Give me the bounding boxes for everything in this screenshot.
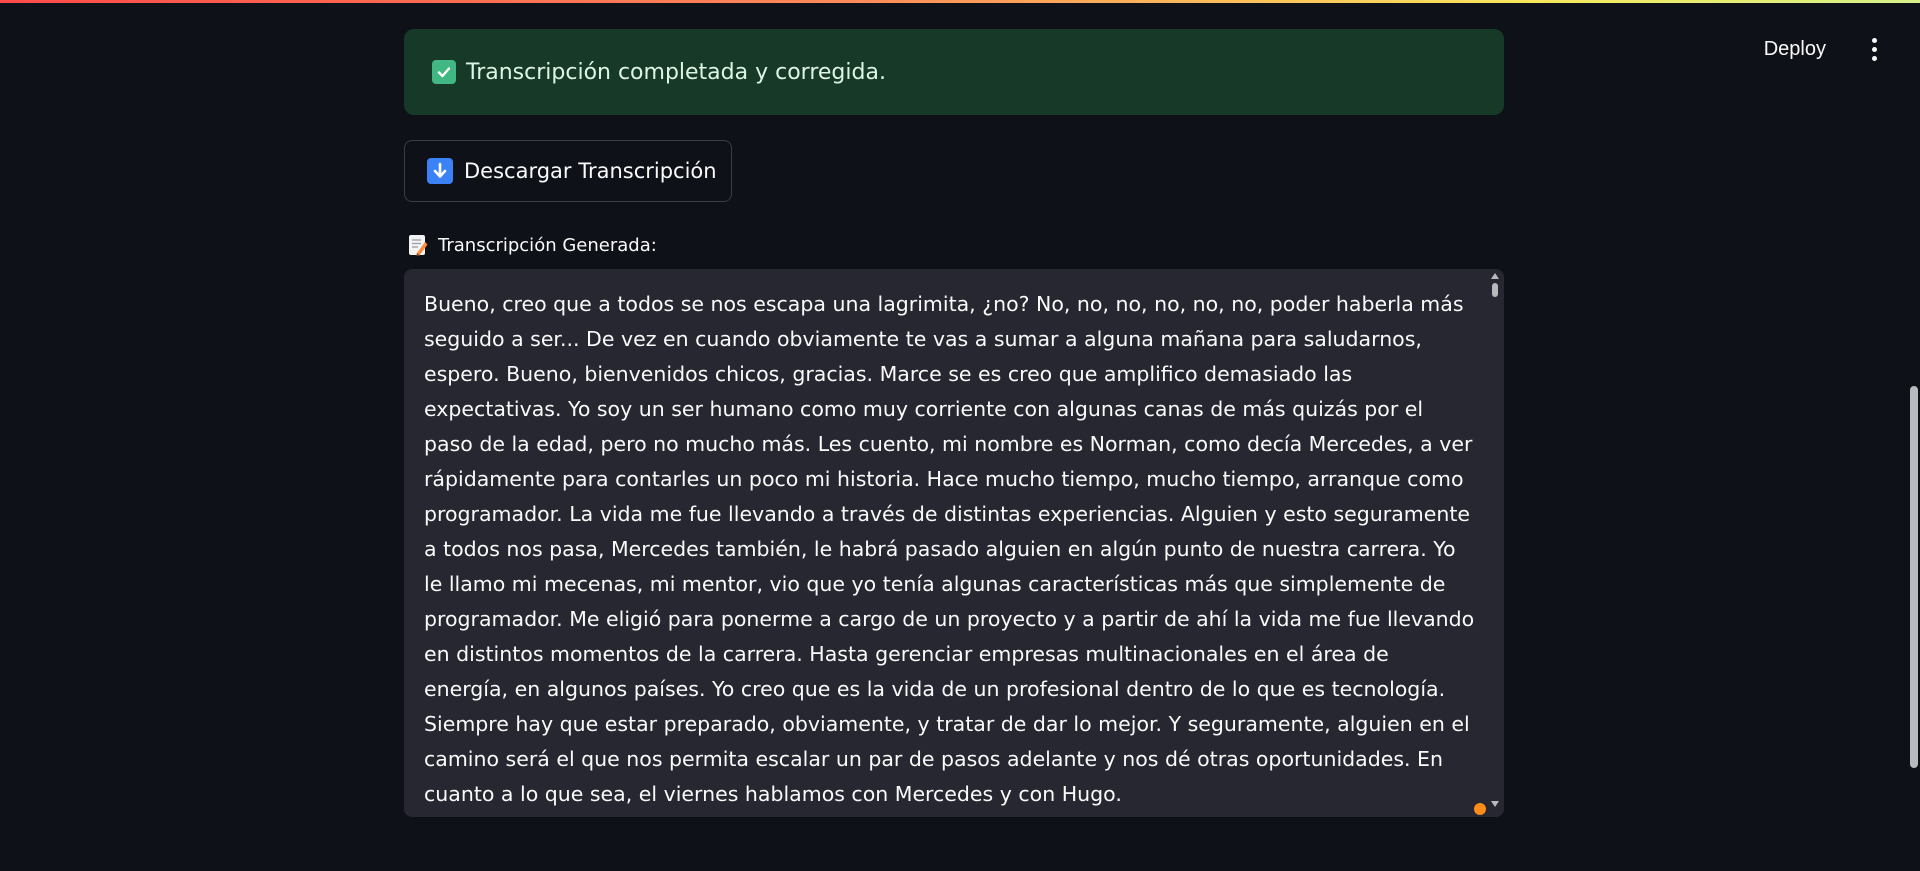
check-box-icon: [432, 60, 456, 84]
top-decoration-bar: [0, 0, 1920, 3]
alert-message: Transcripción completada y corregida.: [466, 59, 886, 85]
transcription-label-row: [404, 232, 1504, 258]
transcription-text[interactable]: Bueno, creo que a todos se nos escapa una lagrimita, ¿no? No, no, no, no, no, no, poder haberla más seguido a ser... De vez en cuando obviamente te vas a sumar a alguna mañana para saludarnos, espero. Bueno, bienvenidos chicos, gracias. Marce se es creo que amplifico demasiado las expectativas. Yo soy un ser humano como muy corriente con algunas canas de más quizás por el paso de la edad, pero no mucho más. Les cuento, mi nombre es Norman, como decía Mercedes, a ver rápidamente para contarles un poco mi historia. Hace mucho tiempo, mucho tiempo, arranque como programador. La vida me fue llevando a través de distintas experiencias. Alguien y esto seguramente a todos nos pasa, Mercedes también, le habrá pasado alguien en algún punto de nuestra carrera. Yo le llamo mi mecenas, mi mentor, vio que yo tenía algunas características más que simplemente de programador. Me eligió para ponerme a cargo de un proyecto y a partir de ahí la vida me fue llevando en distintos momentos de la carrera. Hasta gerenciar empresas multinacionales en el área de energía, en algunos países. Yo creo que es la vida de un profesional dentro de lo que es tecnología. Siempre hay que estar preparado, obviamente, y tratar de dar lo mejor. Y seguramente, alguien en el camino será el que nos permita escalar un par de pasos adelante y nos dé otras oportunidades. En cuanto a lo que sea, el viernes hablamos con Mercedes y con Hugo.: [424, 292, 1475, 806]
resize-handle-icon[interactable]: [1474, 803, 1486, 815]
page-scrollbar[interactable]: [1906, 0, 1920, 871]
page-scroll-thumb[interactable]: [1910, 386, 1918, 768]
textarea-scroll-thumb[interactable]: [1492, 283, 1498, 297]
success-alert: [404, 29, 1504, 115]
down-arrow-icon: [427, 158, 453, 184]
main-content: [404, 29, 1504, 817]
transcription-textarea[interactable]: [404, 269, 1504, 817]
scroll-down-arrow-icon[interactable]: [1491, 801, 1499, 807]
more-vertical-icon[interactable]: [1862, 32, 1886, 66]
transcription-label: Transcripción Generada:: [438, 234, 657, 256]
deploy-button[interactable]: Deploy: [1758, 34, 1832, 65]
download-transcription-button[interactable]: [404, 140, 732, 202]
download-button-label: Descargar Transcripción: [464, 159, 717, 183]
scroll-up-arrow-icon[interactable]: [1491, 273, 1499, 279]
textarea-scrollbar[interactable]: [1490, 273, 1500, 813]
header-actions: [1758, 32, 1886, 66]
memo-icon: [408, 233, 428, 257]
